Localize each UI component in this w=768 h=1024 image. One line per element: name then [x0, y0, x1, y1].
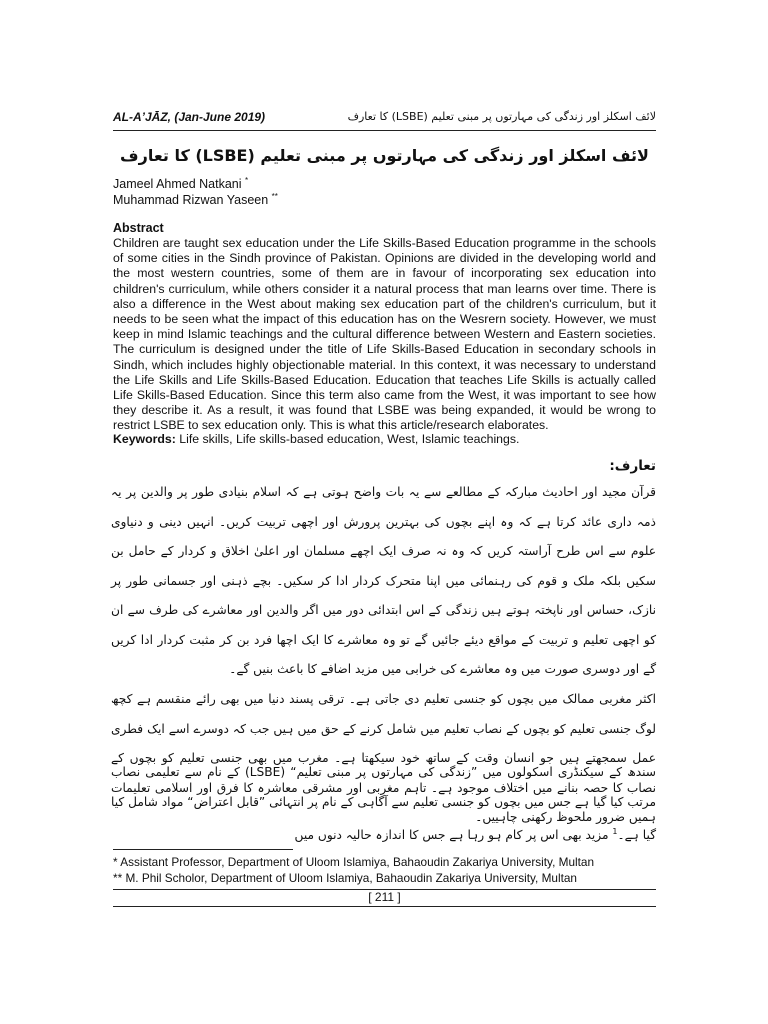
- running-title: لائف اسکلز اور زندگی کی مہارتوں پر مبنی تعلیم (LSBE) کا تعارف: [347, 110, 656, 123]
- page-number-bar: [113, 889, 656, 907]
- journal-title: AL-AʼJĀZ, (Jan-June 2019): [113, 110, 266, 124]
- footnote-1: * Assistant Professor, Department of Uloom Islamiya, Bahaoudin Zakariya University, Multan: [113, 855, 595, 869]
- introduction-heading: تعارف:: [609, 458, 656, 474]
- keywords: [113, 432, 656, 446]
- keywords-label: Keywords:: [113, 432, 176, 446]
- page-header: [113, 110, 656, 131]
- author-mark: **: [271, 192, 278, 201]
- footnote-divider: [113, 849, 293, 850]
- page-number: [ 211 ]: [368, 890, 401, 904]
- author-2: [113, 192, 278, 207]
- footnote-reference[interactable]: 1: [612, 827, 618, 836]
- author-1: [113, 176, 248, 191]
- author-name: Muhammad Rizwan Yaseen: [113, 193, 269, 208]
- article-title: لائف اسکلز اور زندگی کی مہارتوں پر مبنی تعلیم (LSBE) کا تعارف: [120, 146, 649, 165]
- urdu-paragraph-3-text: سندھ کے سیکنڈری اسکولوں میں ”زندگی کی مہارتوں پر مبنی تعلیم“ (LSBE) کے نام سے تعلیمی نصاب مرتب کیا گیا ہے جس میں بچوں کو جنسی تعلیم سے آگاہی کے نام پر انتہائی ”قابل اعتراض“ مواد شامل کیا گیا ہے۔: [111, 765, 656, 843]
- urdu-paragraph-2: اکثر مغربی ممالک میں بچوں کو جنسی تعلیم دی جاتی ہے۔ ترقی پسند دنیا میں بھی رائے منقسم ہے کچھ لوگ جنسی تعلیم کو بچوں کے نصاب تعلیم میں شامل کرنے کے حق میں ہیں جب کہ دوسرے اسے ایک فطری عمل سمجھتے ہیں جو انسان وقت کے ساتھ خود سیکھتا ہے۔ مغرب میں بھی جنسی تعلیم کو بچوں کے نصاب کا حصہ بنانے میں اختلاف موجود ہے۔ تاہم مغربی اور مشرقی معاشرہ کا فرق اور اسلامی تعلیمات ہمیں ضرور ملحوظ رکھنی چاہییں۔: [111, 692, 656, 824]
- urdu-paragraph-1: قرآن مجید اور احادیث مبارکہ کے مطالعے سے یہ بات واضح ہوتی ہے کہ اسلام بنیادی طور پر والدین پر یہ ذمہ داری عائد کرتا ہے کہ وہ اپنے بچوں کی بہترین پرورش اور اچھی تربیت کریں۔ انہیں دینی و دنیاوی علوم سے اس طرح آراستہ کریں کہ وہ نہ صرف ایک اچھے مسلمان اور اعلیٰ اخلاق و کردار کے حامل بن سکیں بلکہ ملک و قوم کی رہنمائی میں اپنا متحرک کردار ادا کر سکیں۔ بچے ذہنی اور جسمانی طور پر نازک، حساس اور ناپختہ ہوتے ہیں زندگی کے اس ابتدائی دور میں اگر والدین اور معاشرے کی طرف سے ان کو اچھی تعلیم و تربیت کے مواقع دیئے جائیں گے تو وہ معاشرے کا ایک اچھا فرد بن کر مثبت کردار ادا کریں گے اور دوسری صورت میں وہ معاشرے کی خرابی میں مزید اضافے کا باعث بنیں گے۔: [111, 485, 656, 676]
- keywords-text: Life skills, Life skills-based education, West, Islamic teachings.: [175, 432, 520, 446]
- urdu-paragraph-3: [111, 758, 656, 851]
- abstract-heading: Abstract: [113, 221, 164, 235]
- footnote-2: ** M. Phil Scholor, Department of Uloom Islamiya, Bahaoudin Zakariya University, Multan: [113, 871, 577, 885]
- urdu-paragraph-3-continuation: مزید بھی اس پر کام ہو رہا ہے جس کا اندازہ حالیہ دنوں میں: [294, 828, 613, 843]
- abstract-body: Children are taught sex education under the Life Skills-Based Education programme in the schools of some cities in the Sindh province of Pakistan. Opinions are divided in the developing world and the most western countries, some of them are in favour of incorporating sex education into children's curriculum, while others consider it a natural process that man learns over time. There is also a difference in the West about making sex education part of the children's curriculum, but it needs to be seen what the impact of this education has on the Wesrern society. However, we must keep in mind Islamic teachings and the cultural difference between Western and Eastern societies. The curriculum is designed under the title of Life Skills-Based Education in secondary schools in Sindh, which includes highly objectionable material. In this context, it was necessary to understand the Life Skills and Life Skills-Based Education. Education that teaches Life Skills is actually called Life Skills-Based Education. Since this term also came from the West, it was important to see how they describe it. As a result, it was found that LSBE was being expanded, it would be wrong to restrict LSBE to sex education only. This is what this article/research elaborates.: [113, 236, 656, 433]
- author-name: Jameel Ahmed Natkani: [113, 177, 242, 192]
- author-mark: *: [245, 176, 249, 185]
